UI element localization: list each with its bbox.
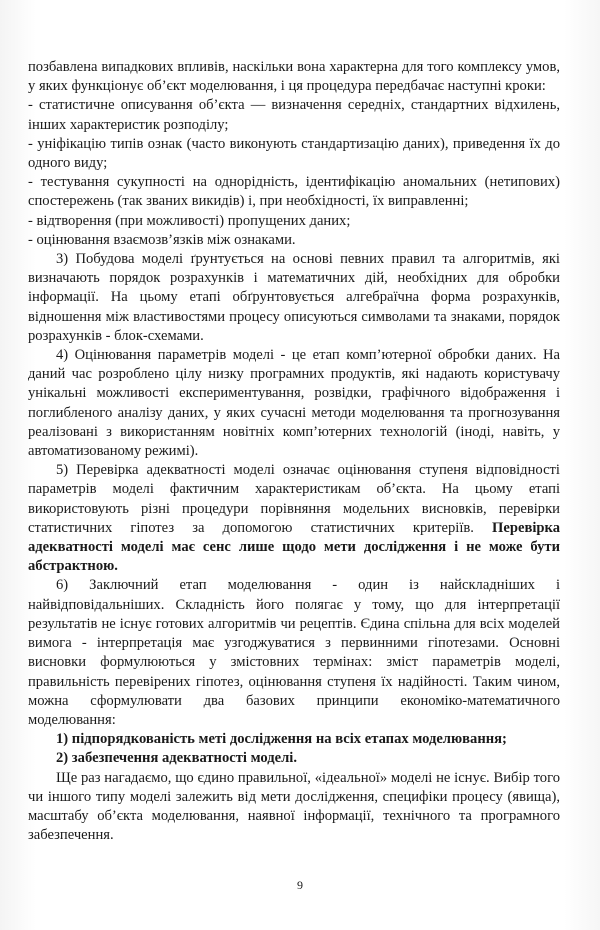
paragraph-conclusion: Ще раз нагадаємо, що єдино правильної, «ідеальної» моделі не існує. Вибір того чи іншого типу моделі залежить від мети дослідження, специфіки процесу (явища), масштабу об’єкта моделювання, наявної інформації, технічного та програмного забезпечення.: [28, 769, 560, 844]
list-item: - уніфікацію типів ознак (часто виконують стандартизацію даних), приведення їх до одного виду;: [28, 135, 560, 172]
page-number: 9: [297, 878, 303, 892]
principle-1: 1) підпорядкованість меті дослідження на всіх етапах моделювання;: [56, 731, 507, 748]
paragraph-step-5-text: 5) Перевірка адекватності моделі означає оцінювання ступеня відповідності параметрів моделі фактичним характеристикам об’єкта. На цьому етапі використовують різні процедури порівняння модельних висновків, перевірки статистичних гіпотез за допомогою статистичних критеріїв.: [28, 462, 560, 536]
paragraph-step-6: 6) Заключний етап моделювання - один із найскладніших і найвідповідальніших. Складність його полягає у тому, що для інтерпретації результатів не існує готових алгоритмів чи рецептів. Єдина спільна для всіх моделей вимога - інтерпретація має узгоджуватися з первинними гіпотезами. Основні висновки формулюються у змістовних термінах: зміст параметрів моделі, правильність перевірених гіпотез, оцінювання ступеня їх надійності. Таким чином, можна сформулювати два базових принципи економіко-математичного моделювання:: [28, 577, 560, 728]
paragraph-step-4: 4) Оцінювання параметрів моделі - це етап комп’ютерної обробки даних. На даний час розроблено цілу низку програмних продуктів, які надають користувачу унікальні можливості експериментування, розвідки, графічного відображення і поглибленого аналізу даних, у яких сучасні методи моделювання та прогнозування реалізовані з використанням новітніх комп’ютерних технологій (іноді, навіть, у автоматизованому режимі).: [28, 347, 560, 460]
paragraph-intro: позбавлена випадкових впливів, наскільки вона характерна для того комплексу умов, у яких функціонує об’єкт моделювання, і ця процедура передбачає наступні кроки:: [28, 59, 560, 95]
list-item: - тестування сукупності на однорідність, ідентифікацію аномальних (нетипових) спостережень (так званих викидів) і, при необхідності, їх виправленні;: [28, 174, 560, 210]
principle-2: 2) забезпечення адекватності моделі.: [56, 750, 297, 767]
list-item: - статистичне описування об’єкта — визначення середніх, стандартних відхилень, інших характеристик розподілу;: [28, 97, 560, 133]
paragraph-step-3: 3) Побудова моделі ґрунтується на основі певних правил та алгоритмів, які визначають порядок розрахунків і математичних дій, необхідних для обробки інформації. На цьому етапі обґрунтовується алгебраїчна форма розрахунків, відношення між властивостями процесу описуються символами та знаками, порядок розрахунків - блок-схемами.: [28, 251, 560, 344]
list-item: - відтворення (при можливості) пропущених даних;: [28, 212, 351, 229]
paragraph-step-5: [28, 461, 560, 576]
body-text: [28, 58, 560, 845]
paragraph-step-5-emphasis: Перевірка адекватності моделі має сенс лише щодо мети дослідження і не може бути абстрактною.: [28, 519, 560, 575]
list-item: - оцінювання взаємозв’язків між ознаками.: [28, 231, 296, 248]
